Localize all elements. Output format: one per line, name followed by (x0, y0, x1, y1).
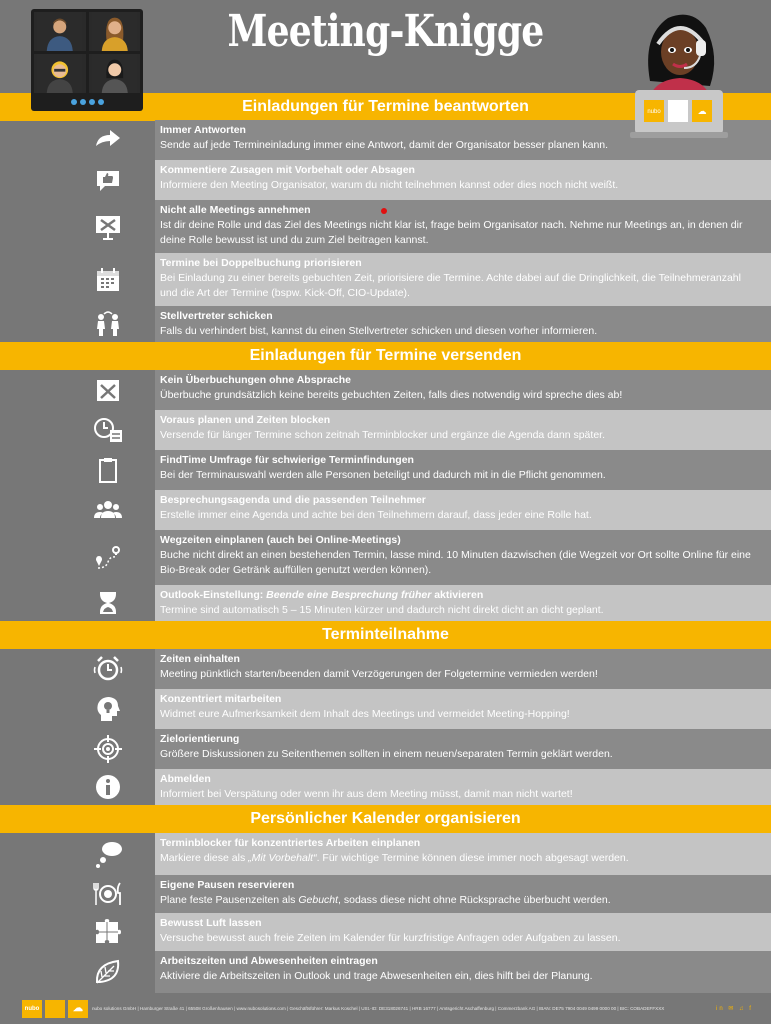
item-body: Bei Einladung zu einer bereits gebuchten Zeit, priorisiere die Termine. Achte dabei auf die Dringlichkeit, die Teilnehmeranzahl und die Art der Termine (bspw. Kick-Off, CIO-Update). (160, 272, 741, 299)
list-item (0, 450, 771, 490)
presentation-cross-icon (92, 211, 124, 243)
footer-legal-text: nubo solutions GmbH | Hamburger Straße 41 | 65508 Großenhausen | www.nubosolutions.com | Geschäftsführer: Markus Koschel | USt.-ID: DE318026741 | HRB 16777 | Amtsgericht Aschaffenburg | Commerzbank AG | IBAN: DE75 7904 0049 0499 0000 00 | BIC: COBADEFFXXX (92, 1006, 665, 1011)
list-item (0, 530, 771, 585)
item-text (160, 878, 755, 908)
item-body: Überbuche grundsätzlich keine bereits gebuchten Zeiten, falls dies notwendig wird spreche dies ab! (160, 389, 623, 401)
head-bulb-icon (92, 693, 124, 725)
item-title: Voraus planen und Zeiten blocken (160, 414, 331, 426)
item-text (160, 413, 755, 443)
item-body: Größere Diskussionen zu Seitenthemen sollten in einem neuen/separaten Termin geklärt werden. (160, 748, 613, 760)
route-icon (92, 542, 124, 574)
item-body: Falls du verhindert bist, kannst du einen Stellvertreter schicken und diesen vorher informieren. (160, 325, 598, 337)
item-body-emphasis: „Mit Vorbehalt“ (248, 852, 317, 864)
participant-tile (89, 54, 141, 93)
item-body-suffix: . Für wichtige Termine können diese immer noch abgesagt werden. (316, 852, 629, 864)
item-title: Bewusst Luft lassen (160, 917, 262, 929)
item-body (160, 893, 755, 908)
comment-thumbs-up-icon (92, 164, 124, 196)
item-title (160, 588, 755, 603)
list-item (0, 253, 771, 306)
list-item (0, 951, 771, 993)
item-body: Informiert bei Verspätung oder wenn ihr aus dem Meeting müsst, damit man nicht wartet! (160, 788, 573, 800)
nubo-logo: nubo (22, 1000, 42, 1018)
item-title: Arbeitszeiten und Abwesenheiten eintragen (160, 955, 378, 967)
participant-tile (89, 12, 141, 51)
support-agent-illustration (630, 6, 728, 138)
item-text (160, 493, 755, 523)
item-text (160, 692, 755, 722)
svg-text:☁: ☁ (697, 107, 707, 117)
item-title: Immer Antworten (160, 124, 246, 136)
list-item (0, 769, 771, 805)
plate-cutlery-icon (92, 878, 124, 910)
calendar-icon (92, 264, 124, 296)
item-body: Informiere den Meeting Organisator, warum du nicht teilnehmen kannst oder dies noch nicht weißt. (160, 179, 619, 191)
item-body: Buche nicht direkt an einen bestehenden Termin, lasse mind. 10 Minuten dazwischen (die Wegzeit vor Ort sollte Online für eine Bio-Break oder Getränk auffüllen genutzt werden können). (160, 549, 751, 576)
item-title: Nicht alle Meetings annehmen (160, 204, 311, 216)
section-heading: Einladungen für Termine versenden (0, 342, 771, 370)
alarm-clock-icon (92, 653, 124, 685)
item-title: Kein Überbuchungen ohne Absprache (160, 374, 351, 386)
item-text (160, 373, 755, 403)
item-text (160, 533, 755, 578)
thought-bubble-icon (92, 838, 124, 870)
item-body: Sende auf jede Termineinladung immer eine Antwort, damit der Organisator besser planen kann. (160, 139, 609, 151)
list-item (0, 585, 771, 621)
item-title: Zielorientierung (160, 733, 240, 745)
item-body-prefix: Plane feste Pausenzeiten als (160, 894, 299, 906)
item-title: Konzentriert mitarbeiten (160, 693, 282, 705)
item-text (160, 954, 755, 984)
item-title-suffix: aktivieren (431, 589, 484, 601)
list-item (0, 649, 771, 689)
item-text (160, 732, 755, 762)
item-title: Besprechungsagenda und die passenden Teilnehmer (160, 494, 426, 506)
item-title-emphasis: Beende eine Besprechung früher (266, 589, 432, 601)
list-item (0, 306, 771, 342)
item-body: Versuche bewusst auch freie Zeiten im Kalender für kurzfristige Anfragen oder Aufgaben zu lassen. (160, 932, 621, 944)
item-text (160, 453, 755, 483)
item-title: Kommentiere Zusagen mit Vorbehalt oder Absagen (160, 164, 415, 176)
item-text (160, 836, 755, 866)
item-title: FindTime Umfrage für schwierige Terminfindungen (160, 454, 414, 466)
item-text (160, 916, 755, 946)
section-heading: Terminteilnahme (0, 621, 771, 649)
section-heading: Einladungen für Termine beantworten (0, 93, 771, 121)
calendar-cross-icon (92, 374, 124, 406)
item-body-emphasis: Gebucht (298, 894, 339, 906)
list-item (0, 490, 771, 530)
list-item (0, 689, 771, 729)
leaf-icon (92, 956, 124, 988)
page-title: Meeting-Knigge (227, 6, 544, 57)
item-title: Zeiten einhalten (160, 653, 240, 665)
puzzle-icon (92, 916, 124, 948)
item-text (160, 652, 755, 682)
item-title: Terminblocker für konzentriertes Arbeiten einplanen (160, 837, 421, 849)
item-text (160, 772, 755, 802)
clipboard-icon (92, 454, 124, 486)
item-body: Termine sind automatisch 5 – 15 Minuten kürzer und dadurch nicht direkt dicht an dicht geplant. (160, 604, 604, 616)
item-body: Ist dir deine Rolle und das Ziel des Meetings nicht klar ist, frage beim Organisator nach. Nehme nur Meetings an, in denen dir deine Rolle bewusst ist und du zum Ziel beitragen kannst. (160, 219, 743, 246)
item-title: Termine bei Doppelbuchung priorisieren (160, 257, 362, 269)
item-title: Eigene Pausen reservieren (160, 879, 295, 891)
item-title: Abmelden (160, 773, 211, 785)
item-text (160, 256, 755, 301)
item-body: Widmet eure Aufmerksamkeit dem Inhalt des Meetings und vermeidet Meeting-Hopping! (160, 708, 570, 720)
group-icon (92, 494, 124, 526)
list-item (0, 410, 771, 450)
item-title-prefix: Outlook-Einstellung: (160, 589, 267, 601)
item-body (160, 851, 755, 866)
item-body: Meeting pünktlich starten/beenden damit Verzögerungen der Folgetermine vermieden werden! (160, 668, 598, 680)
item-text (160, 203, 755, 248)
cloud-logo: ☁ (68, 1000, 88, 1018)
clock-calendar-icon (92, 414, 124, 446)
video-call-illustration (31, 9, 143, 111)
substitute-people-icon (92, 308, 124, 340)
list-item (0, 370, 771, 410)
call-controls (34, 96, 140, 108)
social-icons[interactable]: in ✉ ♫ f (716, 1006, 753, 1012)
red-dot-marker (381, 208, 387, 214)
participant-tile (34, 54, 86, 93)
item-text (160, 309, 755, 339)
item-body: Bei der Terminauswahl werden alle Personen beteiligt und dadurch mit in die Pflicht genommen. (160, 469, 606, 481)
list-item (0, 913, 771, 951)
item-body-suffix: , sodass diese nicht ohne Rücksprache überbucht werden. (338, 894, 611, 906)
hourglass-icon (92, 587, 124, 619)
item-body: Aktiviere die Arbeitszeiten in Outlook und trage Abwesenheiten ein, dies hilft bei der Planung. (160, 970, 593, 982)
item-body-prefix: Markiere diese als (160, 852, 249, 864)
reply-arrow-icon (92, 124, 124, 156)
item-title: Stellvertreter schicken (160, 310, 273, 322)
participant-tile (34, 12, 86, 51)
laptop-brand: nubo (647, 109, 661, 115)
item-text (160, 588, 755, 618)
section-heading: Persönlicher Kalender organisieren (0, 805, 771, 833)
item-body: Erstelle immer eine Agenda und achte bei den Teilnehmern darauf, dass jeder eine Rolle hat. (160, 509, 592, 521)
item-text (160, 163, 755, 193)
item-title: Wegzeiten einplanen (auch bei Online-Meetings) (160, 534, 401, 546)
partner-logo (45, 1000, 65, 1018)
item-body: Versende für länger Termine schon zeitnah Terminblocker und ergänze die Agenda dann später. (160, 429, 605, 441)
info-icon (92, 771, 124, 803)
list-item (0, 875, 771, 913)
target-icon (92, 733, 124, 765)
list-item (0, 833, 771, 875)
list-item (0, 729, 771, 769)
list-item (0, 160, 771, 200)
